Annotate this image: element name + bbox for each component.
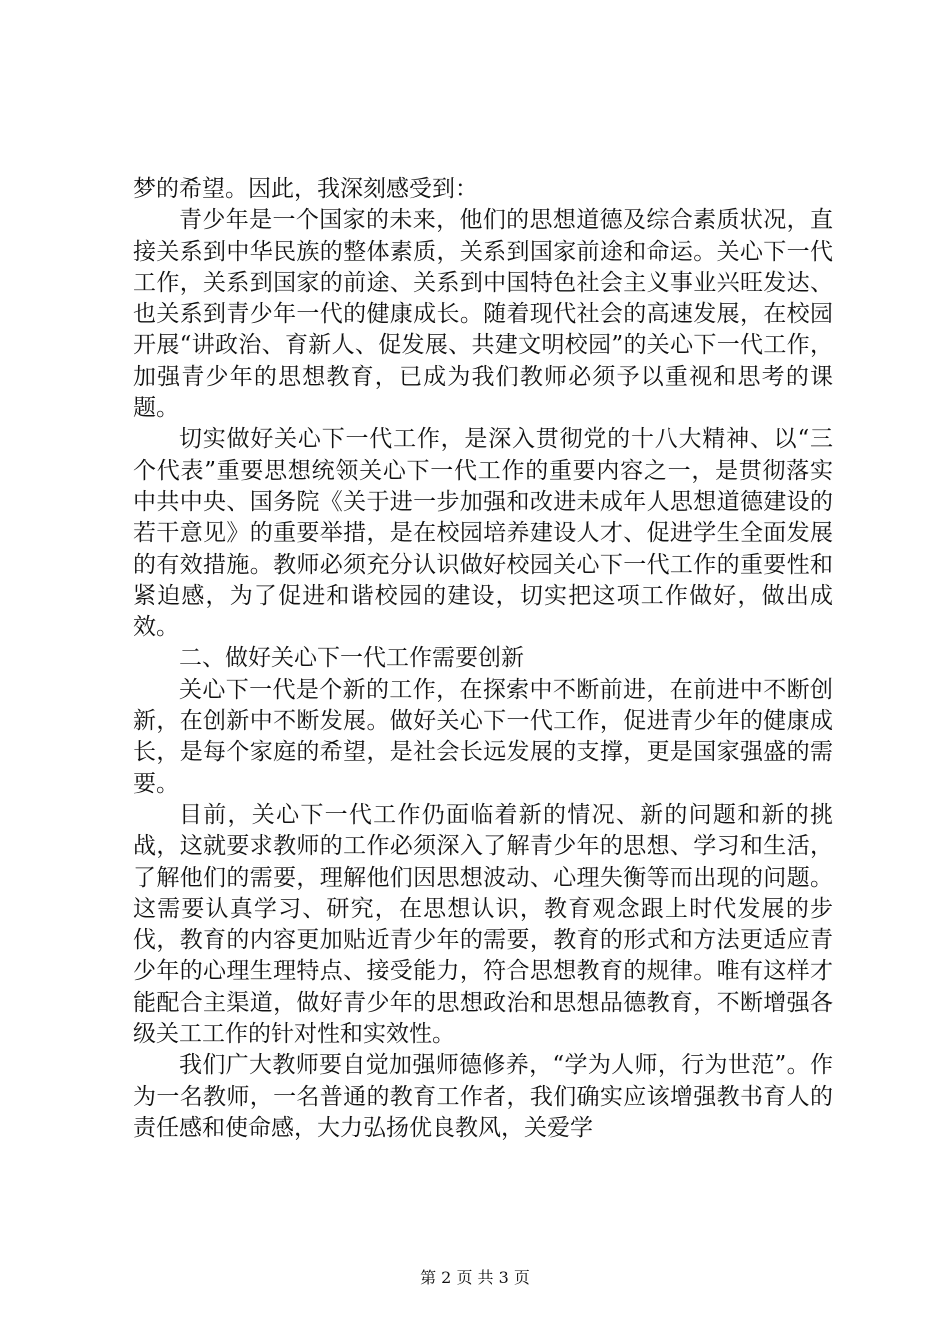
page-footer bbox=[0, 1268, 950, 1288]
section-heading: 二、做好关心下一代工作需要创新 bbox=[179, 645, 524, 672]
paragraph: 青少年是一个国家的未来，他们的思想道德及综合素质状况，直接关系到中华民族的整体素质，关系到国家前途和命运。关心下一代工作，关系到国家的前途、关系到中国特色社会主义事业兴旺发达、也关系到青少年一代的健康成长。随着现代社会的高速发展，在校园开展“讲政治、育新人、促发展、共建文明校园”的关心下一代工作，加强青少年的思想教育，已成为我们教师必须予以重视和思考的课题。 bbox=[133, 207, 833, 422]
paragraph: 关心下一代是个新的工作，在探索中不断前进，在前进中不断创新，在创新中不断发展。做好关心下一代工作，促进青少年的健康成长，是每个家庭的希望，是社会长远发展的支撑，更是国家强盛的需要。 bbox=[133, 676, 833, 797]
paragraph: 目前，关心下一代工作仍面临着新的情况、新的问题和新的挑战，这就要求教师的工作必须深入了解青少年的思想、学习和生活，了解他们的需要，理解他们因思想波动、心理失衡等而出现的问题。这需要认真学习、研究，在思想认识，教育观念跟上时代发展的步伐，教育的内容更加贴近青少年的需要，教育的形式和方法更适应青少年的心理生理特点、接受能力，符合思想教育的规律。唯有这样才能配合主渠道，做好青少年的思想政治和思想品德教育，不断增强各级关工工作的针对性和实效性。 bbox=[133, 801, 833, 1048]
page-number-label: 第 2 页 共 3 页 bbox=[420, 1268, 530, 1287]
paragraph: 梦的希望。因此，我深刻感受到： bbox=[133, 176, 478, 202]
paragraph: 切实做好关心下一代工作，是深入贯彻党的十八大精神、以“三个代表”重要思想统领关心下一代工作的重要内容之一，是贯彻落实中共中央、国务院《关于进一步加强和改进未成年人思想道德建设的若干意见》的重要举措，是在校园培养建设人才、促进学生全面发展的有效措施。教师必须充分认识做好校园关心下一代工作的重要性和紧迫感，为了促进和谐校园的建设，切实把这项工作做好，做出成效。 bbox=[133, 426, 833, 641]
document-body bbox=[133, 174, 833, 1144]
paragraph: 我们广大教师要自觉加强师德修养，“学为人师，行为世范”。作为一名教师，一名普通的教育工作者，我们确实应该增强教书育人的责任感和使命感，大力弘扬优良教风，关爱学 bbox=[133, 1052, 833, 1141]
